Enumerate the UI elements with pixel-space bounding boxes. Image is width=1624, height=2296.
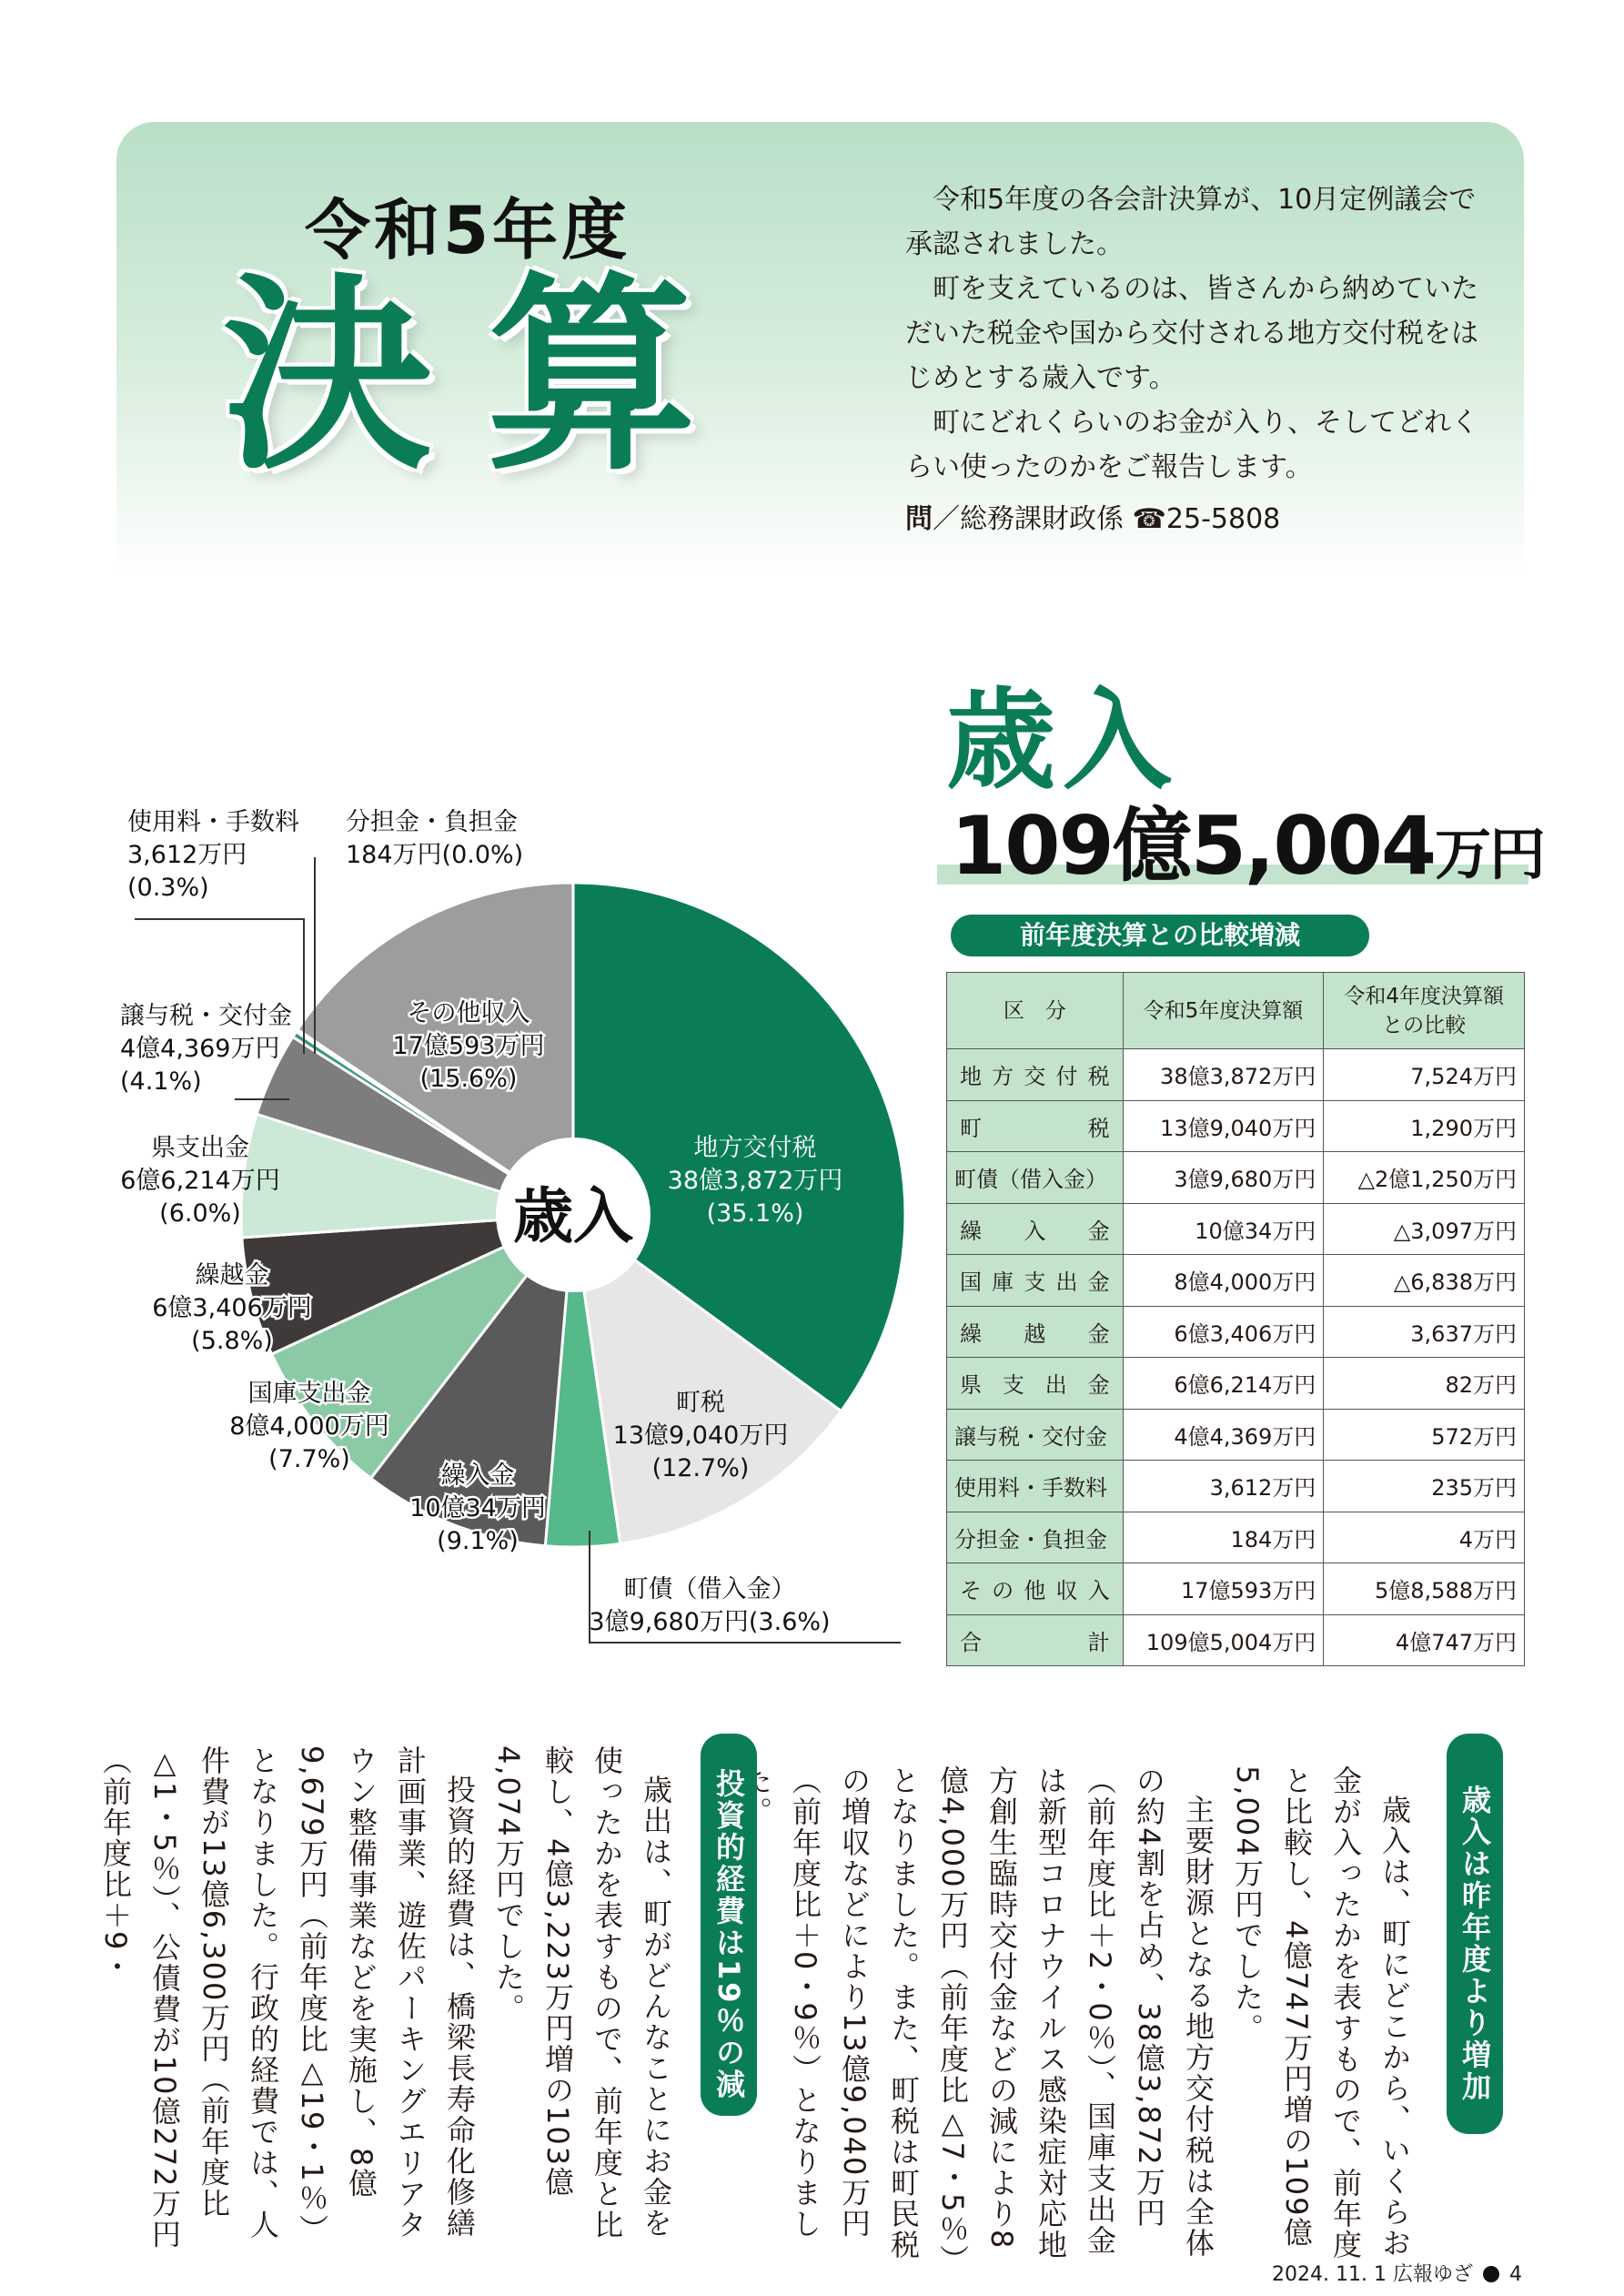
table-row [947,1358,1525,1410]
table-cell-amount: 109億5,004万円 [1123,1614,1324,1666]
table-cell-amount: 38億3,872万円 [1123,1049,1324,1101]
table-cell-diff: 572万円 [1324,1409,1525,1461]
table-cell-amount: 6億6,214万円 [1123,1358,1324,1410]
table-row [947,1512,1525,1563]
table-row [947,1203,1525,1255]
table-cell-diff: △2億1,250万円 [1324,1152,1525,1204]
table-row [947,1306,1525,1358]
page-footer [1272,2259,1522,2287]
pie-slice-label: 地方交付税 38億3,872万円(35.1%) [667,1134,843,1228]
footer-date: 2024. 11. 1 広報ゆざ [1272,2263,1473,2286]
table-cell-category: 地方交付税 [947,1049,1124,1101]
pie-center-label: 歳入 [513,1181,633,1251]
contact-line [905,496,1280,536]
table-cell-diff: 3,637万円 [1324,1306,1525,1358]
revenue-title: 歳入 [946,678,1179,804]
table-cell-amount: 17億593万円 [1123,1563,1324,1615]
intro-paragraph: 町にどれくらいのお金が入り、そしてどれくらい使ったのかをご報告します。 [905,407,1478,483]
label-leader-line [135,919,304,1054]
table-cell-diff: 82万円 [1324,1358,1525,1410]
table-row [947,1563,1525,1615]
table-row [947,1100,1525,1152]
page-number: 4 [1508,2263,1522,2286]
table-row [947,1152,1525,1204]
table-cell-diff: 1,290万円 [1324,1100,1525,1152]
table-cell-category: 町税 [947,1100,1124,1152]
pie-slice-label: 繰越金 6億3,406万円(5.8%) [152,1261,312,1355]
table-cell-diff: 4億747万円 [1324,1614,1525,1666]
intro-paragraph: 町を支えているのは、皆さんから納めていただいた税金や国から交付される地方交付税をはじめとする歳入です。 [905,273,1478,394]
column-header-line: 令和4年度決算額 [1344,984,1504,1008]
column-header-amount: 令和5年度決算額 [1123,973,1324,1049]
table-cell-diff: 4万円 [1324,1512,1525,1563]
pie-slice-label: 分担金・負担金 184万円(0.0%) [346,808,524,869]
table-cell-category: 分担金・負担金 [947,1512,1124,1563]
pie-slice-label: 町税 13億9,040万円(12.7%) [612,1389,789,1482]
pie-slice-label: 繰入金 10億34万円(9.1%) [409,1462,546,1555]
table-cell-diff: 7,524万円 [1324,1049,1525,1101]
pie-slice-label: その他収入 17億593万円(15.6%) [392,999,545,1093]
pie-slice-label: 譲与税・交付金 4億4,369万円(4.1%) [120,1002,292,1096]
table-cell-amount: 10億34万円 [1123,1203,1324,1255]
table-row [947,1461,1525,1512]
intro-paragraph: 令和5年度の各会計決算が、10月定例議会で承認されました。 [905,184,1477,260]
table-cell-amount: 6億3,406万円 [1123,1306,1324,1358]
pie-slice-label: 町債（借入金） 3億9,680万円(3.6%) [589,1575,831,1636]
pie-slice-label: 使用料・手数料 3,612万円(0.3%) [127,808,299,902]
table-cell-diff: △3,097万円 [1324,1203,1525,1255]
table-cell-category: 譲与税・交付金 [947,1409,1124,1461]
table-cell-amount: 3,612万円 [1123,1461,1324,1512]
table-cell-category: 繰入金 [947,1203,1124,1255]
table-cell-amount: 4億4,369万円 [1123,1409,1324,1461]
table-row [947,1409,1525,1461]
table-cell-category: 使用料・手数料 [947,1461,1124,1512]
fiscal-year-subtitle: 令和5年度 [305,192,631,268]
table-header-row [947,973,1525,1049]
article-paragraph: 歳入は、町にどこから、いくらお金が入ったかを表すもので、前年度と比較し、4億747万円増の109億5,004万円でした。 [1230,1765,1412,2261]
table-cell-amount: 8億4,000万円 [1123,1255,1324,1307]
revenue-total-unit: 万円 [1435,821,1545,887]
pie-slice-label: 国庫支出金 8億4,000万円(7.7%) [229,1380,389,1473]
revenue-pie-chart [0,783,928,1656]
table-row [947,1614,1525,1666]
article-paragraph: 主要財源となる地方交付税は全体の約4割を占め、38億3,872万円（前年度比＋2・0％）、国庫支出金は新型コロナウイルス感染症対応地方創生臨時交付金などの減により8億4,000万円（前年度比△7・5％）となりました。また、町税は町民税の増収などにより13億9,040万円（前年度比＋0・9％）となりまし [788,1765,1215,2261]
revenue-total-number: 109億5,004 [951,799,1436,893]
column-header-category: 区 分 [947,973,1124,1049]
table-cell-diff: 235万円 [1324,1461,1525,1512]
table-cell-diff: 5億8,588万円 [1324,1563,1525,1615]
table-cell-amount: 3億9,680万円 [1123,1152,1324,1204]
table-row [947,1049,1525,1101]
contact-phone: ☎25-5808 [1132,503,1281,535]
article-paragraph: 投資的経費は、橋梁長寿命化修繕計画事業、遊佐パーキングエリアタウン整備事業などを実施し、8億9,679万円（前年度比△19・1％）となりました。行政的経費では、人件費が13億6,300万円（前年度比△1・5％）、公債費が10億272万円（前年度比＋9・ [98,1745,477,2250]
column-header-diff [1324,973,1525,1049]
table-cell-category: その他収入 [947,1563,1124,1615]
article-heading-expenditure: 投資的経費は19％の減 [701,1734,757,2116]
table-cell-category: 県支出金 [947,1358,1124,1410]
revenue-total [951,783,1544,897]
table-cell-category: 町債（借入金） [947,1152,1124,1204]
bullet-dot [1483,2266,1499,2282]
comparison-heading: 前年度決算との比較増減 [951,915,1369,956]
table-row [947,1255,1525,1307]
pie-slice-label: 県支出金 6億6,214万円(6.0%) [120,1134,280,1228]
contact-dept: ／総務課財政係 [933,503,1124,535]
article-paragraph: 歳出は、町がどんなことにお金を使ったかを表すもので、前年度と比較し、4億3,223万円増の103億4,074万円でした。 [491,1745,673,2240]
table-cell-category: 合計 [947,1614,1124,1666]
page-title: 決算 [223,256,751,499]
contact-prefix: 問 [905,503,933,535]
table-cell-category: 繰越金 [947,1306,1124,1358]
table-cell-diff: △6,838万円 [1324,1255,1525,1307]
column-header-line: との比較 [1382,1013,1467,1037]
table-cell-amount: 13億9,040万円 [1123,1100,1324,1152]
intro-text [905,177,1501,490]
article-body-expenditure [98,1745,681,2255]
table-cell-amount: 184万円 [1123,1512,1324,1563]
table-cell-category: 国庫支出金 [947,1255,1124,1307]
comparison-table [946,972,1525,1666]
article-body-revenue [782,1765,1419,2275]
article-heading-revenue: 歳入は昨年度より増加 [1447,1734,1503,2134]
